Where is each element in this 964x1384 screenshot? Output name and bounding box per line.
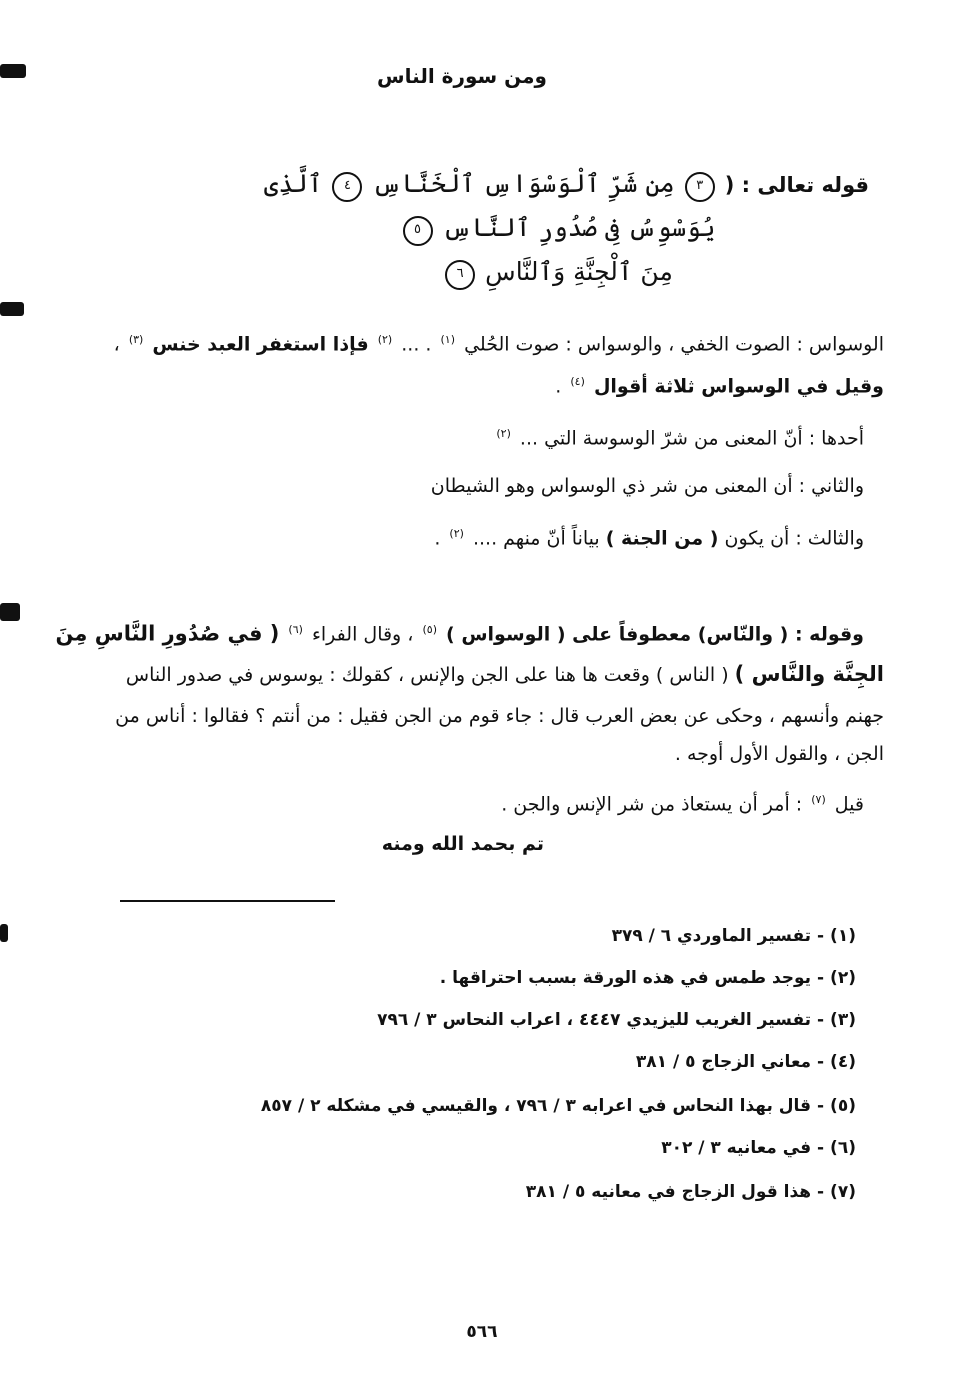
footnote	[261, 1094, 856, 1118]
page-number: ٥٦٦	[466, 1322, 498, 1342]
verse-line-2	[390, 208, 724, 250]
text-span: : أمر أن يستعاذ من شر الإنس والجن .	[501, 793, 803, 816]
footnote-ref: (٣)	[128, 333, 144, 346]
text-span: بياناً أنّ منهم ....	[472, 527, 600, 550]
footnote-ref: (٤)	[570, 375, 585, 388]
text-line	[70, 786, 864, 818]
footnote-text: - قال بهذا النحاس في اعرابه ٣ / ٧٩٦ ، والقيسي في مشكله ٢ / ٨٥٧	[260, 1096, 825, 1116]
text-line	[70, 368, 884, 400]
footnote-ref: (١)	[440, 333, 456, 346]
text-span: .	[434, 527, 441, 550]
text-span: . ...	[401, 333, 432, 356]
text-span: أحدها : أنّ المعنى من شرّ الوسوسة التي ...	[519, 427, 864, 450]
text-span: ( من الجنة )	[605, 527, 719, 550]
footnote-text: - هذا قول الزجاج في معانيه ٥ / ٣٨١	[525, 1182, 825, 1202]
footnote-ref: (٦)	[288, 623, 303, 636]
text-span: الوسواس : الصوت الخفي ، والوسواس : صوت الحُلي	[464, 333, 884, 356]
text-line	[55, 616, 864, 648]
footnote	[661, 1136, 856, 1160]
text-span: وقوله : ( والنّاس) معطوفاً على ( الوسواس )	[446, 623, 864, 646]
footnote-number: (٢)	[830, 968, 856, 988]
text-line	[70, 520, 864, 552]
scan-mark	[0, 924, 8, 942]
verse-intro: قوله تعالى : (	[724, 173, 869, 197]
footnote-number: (٣)	[830, 1010, 856, 1030]
text-span: .	[555, 375, 562, 398]
text-span: ،	[113, 333, 120, 356]
footnote	[526, 1180, 856, 1204]
page-title: ومن سورة الناس	[377, 64, 547, 88]
footnote-divider	[120, 900, 335, 902]
footnote-number: (٧)	[830, 1182, 856, 1202]
footnote-ref: (٢)	[449, 527, 464, 540]
footnote-text: - معاني الزجاج ٥ / ٣٨١	[635, 1052, 825, 1072]
scan-mark	[0, 603, 20, 621]
footnote-number: (٦)	[830, 1138, 856, 1158]
footnote-text: - يوجد طمس في هذه الورقة بسبب احتراقها .	[439, 968, 825, 988]
text-span: ( في صُدُورِ النَّاسِ مِنَ	[55, 621, 280, 646]
text-span: جهنم وأنسهم ، وحكى عن بعض العرب قال : جاء قوم من الجن فقيل : من أنتم ؟ فقالوا : أناس من	[115, 705, 884, 727]
footnote-text: - في معانيه ٣ / ٣٠٢	[661, 1138, 825, 1158]
footnote-ref: (٥)	[422, 623, 437, 636]
ayah-marker: ٤	[332, 172, 362, 202]
text-span: الجن ، والقول الأول أوجه .	[674, 743, 884, 765]
text-line	[70, 740, 884, 768]
footnote-ref: (٧)	[811, 793, 826, 806]
footnote	[636, 1050, 856, 1074]
text-line	[70, 420, 864, 452]
text-line	[70, 702, 884, 730]
text-span: والثاني : أن المعنى من شر ذي الوسواس وهو الشيطان	[430, 475, 864, 497]
ayah-marker: ٣	[685, 172, 715, 202]
closing-line	[300, 830, 544, 858]
text-line	[70, 660, 884, 689]
ayah-marker: ٦	[445, 260, 475, 290]
text-line	[70, 472, 864, 500]
footnote-number: (٥)	[830, 1096, 856, 1116]
ayah-marker: ٥	[403, 216, 433, 246]
text-span: تم بحمد الله ومنه	[381, 833, 544, 855]
footnote	[377, 1008, 856, 1032]
footnote-text: - تفسير الغريب لليزيدي ٤٤٤٧ ، اعراب النحاس ٣ / ٧٩٦	[377, 1010, 825, 1030]
verse-line-1	[263, 164, 869, 206]
verse-text: مِن شَرِّ ٱلْوَسْوَاسِ ٱلْخَنَّاسِ	[372, 169, 675, 198]
footnote-ref: (٢)	[377, 333, 393, 346]
scan-mark	[0, 302, 24, 316]
verse-text: يُوَسْوِسُ فِى صُدُورِ ٱلنَّاسِ	[442, 213, 716, 242]
verse-text: مِنَ ٱلْجِنَّةِ وَٱلنَّاسِ	[485, 257, 673, 286]
verse-line-3	[420, 252, 694, 294]
footnote	[612, 924, 856, 948]
footnote-number: (٤)	[830, 1052, 856, 1072]
text-span: ( الناس ) وقعت ها هنا على الجن والإنس ، كقولك : يوسوس في صدور الناس	[125, 664, 729, 686]
verse-text: ٱلَّذِى	[263, 169, 323, 198]
text-span: الجِنَّة والنَّاس )	[734, 662, 884, 686]
text-span: قيل	[834, 793, 864, 816]
text-span: وقيل في الوسواس ثلاثة أقوال	[593, 375, 884, 398]
text-span: والثالث : أن يكون	[724, 527, 864, 550]
text-line	[70, 326, 884, 358]
footnote-ref: (٢)	[496, 427, 511, 440]
text-span: فإذا استغفر العبد خنس	[152, 333, 369, 356]
footnote-number: (١)	[830, 926, 856, 946]
footnote-text: - تفسير الماوردي ٦ / ٣٧٩	[611, 926, 825, 946]
text-span: ، وقال الفراء	[311, 623, 414, 646]
footnote	[440, 966, 856, 990]
